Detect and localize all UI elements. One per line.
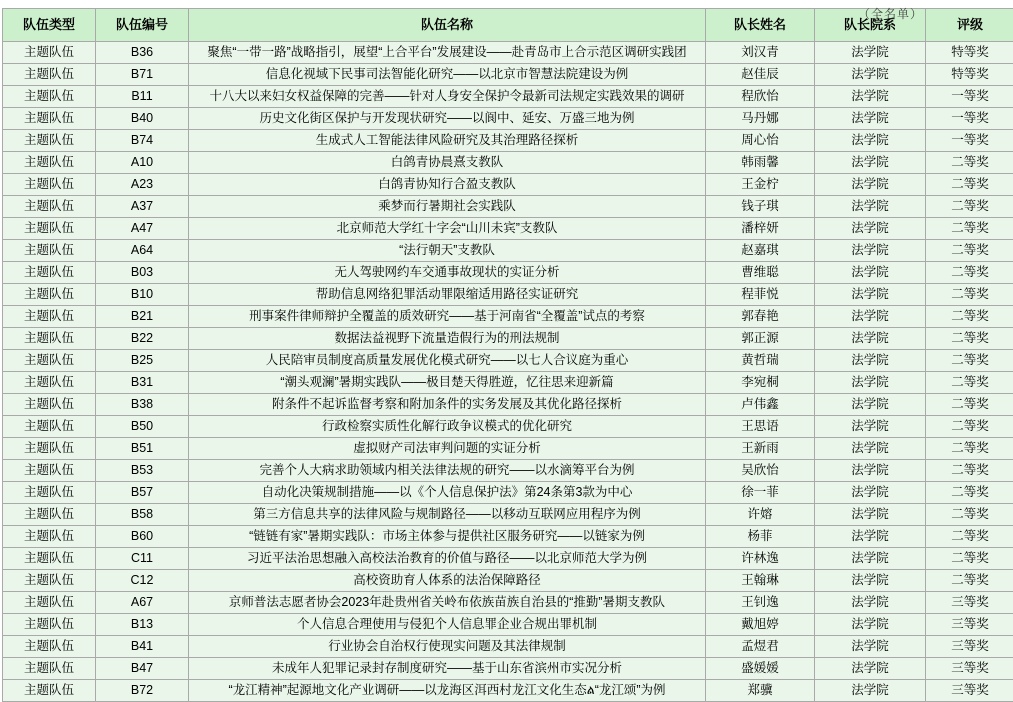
cell-grade: 一等奖 bbox=[926, 130, 1013, 152]
cell-leader-dept: 法学院 bbox=[815, 350, 926, 372]
cell-grade: 二等奖 bbox=[926, 504, 1013, 526]
cell-grade: 二等奖 bbox=[926, 262, 1013, 284]
cell-leader-dept: 法学院 bbox=[815, 372, 926, 394]
cell-leader-name: 杨菲 bbox=[706, 526, 815, 548]
table-row bbox=[3, 460, 1013, 482]
cell-leader-name: 王思语 bbox=[706, 416, 815, 438]
table-row bbox=[3, 526, 1013, 548]
column-header-team-code: 队伍编号 bbox=[96, 9, 189, 42]
cell-team-type: 主题队伍 bbox=[3, 636, 96, 658]
column-header-team-type: 队伍类型 bbox=[3, 9, 96, 42]
cell-leader-name: 黄哲瑞 bbox=[706, 350, 815, 372]
cell-team-code: B38 bbox=[96, 394, 189, 416]
cell-team-code: B60 bbox=[96, 526, 189, 548]
cell-team-type: 主题队伍 bbox=[3, 504, 96, 526]
cell-grade: 二等奖 bbox=[926, 416, 1013, 438]
cell-grade: 三等奖 bbox=[926, 636, 1013, 658]
column-header-grade: 评级 bbox=[926, 9, 1013, 42]
cell-grade: 二等奖 bbox=[926, 240, 1013, 262]
table-row bbox=[3, 218, 1013, 240]
cell-leader-name: 钱子琪 bbox=[706, 196, 815, 218]
cell-leader-dept: 法学院 bbox=[815, 592, 926, 614]
table-row bbox=[3, 636, 1013, 658]
cell-team-code: B25 bbox=[96, 350, 189, 372]
cell-grade: 二等奖 bbox=[926, 438, 1013, 460]
table-row bbox=[3, 570, 1013, 592]
cell-grade: 二等奖 bbox=[926, 306, 1013, 328]
cell-leader-dept: 法学院 bbox=[815, 174, 926, 196]
cell-team-code: B58 bbox=[96, 504, 189, 526]
cell-grade: 二等奖 bbox=[926, 372, 1013, 394]
cell-leader-dept: 法学院 bbox=[815, 636, 926, 658]
cell-grade: 三等奖 bbox=[926, 614, 1013, 636]
cell-team-type: 主题队伍 bbox=[3, 86, 96, 108]
cell-grade: 二等奖 bbox=[926, 460, 1013, 482]
cell-leader-name: 孟煜君 bbox=[706, 636, 815, 658]
cell-team-name: 虚拟财产司法审判问题的实证分析 bbox=[189, 438, 706, 460]
table-row bbox=[3, 614, 1013, 636]
cell-team-code: B21 bbox=[96, 306, 189, 328]
cell-leader-name: 韩雨馨 bbox=[706, 152, 815, 174]
cell-team-code: A10 bbox=[96, 152, 189, 174]
cell-leader-name: 赵佳辰 bbox=[706, 64, 815, 86]
cell-team-type: 主题队伍 bbox=[3, 438, 96, 460]
cell-team-name: 习近平法治思想融入高校法治教育的价值与路径——以北京师范大学为例 bbox=[189, 548, 706, 570]
cell-grade: 特等奖 bbox=[926, 42, 1013, 64]
cell-team-code: C12 bbox=[96, 570, 189, 592]
cell-grade: 二等奖 bbox=[926, 196, 1013, 218]
table-row bbox=[3, 108, 1013, 130]
cell-leader-dept: 法学院 bbox=[815, 416, 926, 438]
cell-leader-name: 王新雨 bbox=[706, 438, 815, 460]
cell-team-name: 数据法益视野下流量造假行为的刑法规制 bbox=[189, 328, 706, 350]
cell-grade: 二等奖 bbox=[926, 350, 1013, 372]
cell-leader-name: 徐一菲 bbox=[706, 482, 815, 504]
cell-leader-dept: 法学院 bbox=[815, 680, 926, 702]
cell-leader-name: 赵嘉琪 bbox=[706, 240, 815, 262]
table-row bbox=[3, 438, 1013, 460]
cell-leader-name: 王金柠 bbox=[706, 174, 815, 196]
cell-leader-name: 盛媛媛 bbox=[706, 658, 815, 680]
cell-leader-dept: 法学院 bbox=[815, 460, 926, 482]
cell-team-type: 主题队伍 bbox=[3, 526, 96, 548]
cell-team-name: 完善个人大病求助领域内相关法律法规的研究——以水滴筹平台为例 bbox=[189, 460, 706, 482]
table-row bbox=[3, 174, 1013, 196]
cell-team-type: 主题队伍 bbox=[3, 152, 96, 174]
cell-leader-name: 郭春艳 bbox=[706, 306, 815, 328]
cell-grade: 三等奖 bbox=[926, 658, 1013, 680]
table-row bbox=[3, 42, 1013, 64]
cell-leader-name: 刘汉青 bbox=[706, 42, 815, 64]
cell-leader-dept: 法学院 bbox=[815, 548, 926, 570]
table-row bbox=[3, 350, 1013, 372]
table-row bbox=[3, 548, 1013, 570]
cell-leader-name: 马丹娜 bbox=[706, 108, 815, 130]
cell-grade: 二等奖 bbox=[926, 152, 1013, 174]
corner-note: （全名单） bbox=[858, 5, 923, 22]
table-row bbox=[3, 394, 1013, 416]
cell-team-code: B10 bbox=[96, 284, 189, 306]
cell-team-code: B53 bbox=[96, 460, 189, 482]
cell-team-type: 主题队伍 bbox=[3, 614, 96, 636]
cell-team-name: 聚焦“一带一路”战略指引，展望“上合平台”发展建设——赴青岛市上合示范区调研实践团 bbox=[189, 42, 706, 64]
cell-leader-dept: 法学院 bbox=[815, 42, 926, 64]
cell-team-name: 高校资助育人体系的法治保障路径 bbox=[189, 570, 706, 592]
cell-team-code: B31 bbox=[96, 372, 189, 394]
cell-grade: 特等奖 bbox=[926, 64, 1013, 86]
cell-grade: 一等奖 bbox=[926, 86, 1013, 108]
cell-leader-name: 戴旭婷 bbox=[706, 614, 815, 636]
table-row bbox=[3, 482, 1013, 504]
cell-leader-name: 郭正源 bbox=[706, 328, 815, 350]
cell-team-name: “龙江精神”起源地文化产业调研——以龙海区洱西村龙江文化生态ል“龙江颂”为例 bbox=[189, 680, 706, 702]
cell-leader-name: 卢伟鑫 bbox=[706, 394, 815, 416]
cell-team-name: “链链有家”暑期实践队：市场主体参与提供社区服务研究——以链家为例 bbox=[189, 526, 706, 548]
table-row bbox=[3, 196, 1013, 218]
cell-leader-dept: 法学院 bbox=[815, 504, 926, 526]
cell-team-name: 行政检察实质性化解行政争议模式的优化研究 bbox=[189, 416, 706, 438]
table-row bbox=[3, 240, 1013, 262]
cell-leader-dept: 法学院 bbox=[815, 218, 926, 240]
cell-grade: 三等奖 bbox=[926, 680, 1013, 702]
cell-team-code: B11 bbox=[96, 86, 189, 108]
cell-team-name: “法行朝天”支教队 bbox=[189, 240, 706, 262]
cell-team-type: 主题队伍 bbox=[3, 240, 96, 262]
cell-team-code: A37 bbox=[96, 196, 189, 218]
cell-team-name: 自动化决策规制措施——以《个人信息保护法》第24条第3款为中心 bbox=[189, 482, 706, 504]
cell-team-name: “潮头观澜”暑期实践队——极目楚天得胜遊，忆往思来迎新篇 bbox=[189, 372, 706, 394]
cell-leader-dept: 法学院 bbox=[815, 262, 926, 284]
cell-leader-dept: 法学院 bbox=[815, 394, 926, 416]
cell-team-type: 主题队伍 bbox=[3, 218, 96, 240]
cell-team-type: 主题队伍 bbox=[3, 592, 96, 614]
cell-leader-dept: 法学院 bbox=[815, 240, 926, 262]
cell-leader-dept: 法学院 bbox=[815, 284, 926, 306]
cell-team-type: 主题队伍 bbox=[3, 108, 96, 130]
cell-team-name: 未成年人犯罪记录封存制度研究——基于山东省滨州市实况分析 bbox=[189, 658, 706, 680]
cell-team-code: A67 bbox=[96, 592, 189, 614]
table-row bbox=[3, 680, 1013, 702]
cell-team-code: B71 bbox=[96, 64, 189, 86]
cell-grade: 二等奖 bbox=[926, 284, 1013, 306]
cell-team-code: B36 bbox=[96, 42, 189, 64]
table-row bbox=[3, 130, 1013, 152]
table-row bbox=[3, 372, 1013, 394]
cell-leader-name: 王翰琳 bbox=[706, 570, 815, 592]
cell-team-name: 白鸽青协晨熹支教队 bbox=[189, 152, 706, 174]
cell-team-code: B72 bbox=[96, 680, 189, 702]
cell-grade: 二等奖 bbox=[926, 482, 1013, 504]
cell-team-code: B74 bbox=[96, 130, 189, 152]
cell-team-type: 主题队伍 bbox=[3, 174, 96, 196]
cell-leader-name: 李宛桐 bbox=[706, 372, 815, 394]
cell-grade: 二等奖 bbox=[926, 526, 1013, 548]
cell-team-name: 北京师范大学红十字会“山川未宾”支教队 bbox=[189, 218, 706, 240]
cell-team-code: B47 bbox=[96, 658, 189, 680]
cell-team-name: 帮助信息网络犯罪活动罪限缩适用路径实证研究 bbox=[189, 284, 706, 306]
cell-team-type: 主题队伍 bbox=[3, 196, 96, 218]
column-header-leader-name: 队长姓名 bbox=[706, 9, 815, 42]
table-row bbox=[3, 504, 1013, 526]
cell-team-name: 附条件不起诉监督考察和附加条件的实务发展及其优化路径探析 bbox=[189, 394, 706, 416]
cell-grade: 二等奖 bbox=[926, 570, 1013, 592]
cell-grade: 二等奖 bbox=[926, 174, 1013, 196]
cell-team-type: 主题队伍 bbox=[3, 64, 96, 86]
cell-team-type: 主题队伍 bbox=[3, 680, 96, 702]
cell-leader-dept: 法学院 bbox=[815, 86, 926, 108]
cell-team-name: 行业协会自治权行使现实问题及其法律规制 bbox=[189, 636, 706, 658]
cell-team-type: 主题队伍 bbox=[3, 460, 96, 482]
table-row bbox=[3, 152, 1013, 174]
table-row bbox=[3, 284, 1013, 306]
cell-team-code: A23 bbox=[96, 174, 189, 196]
cell-team-type: 主题队伍 bbox=[3, 130, 96, 152]
cell-team-code: B57 bbox=[96, 482, 189, 504]
cell-team-type: 主题队伍 bbox=[3, 416, 96, 438]
cell-team-name: 个人信息合理使用与侵犯个人信息罪企业合规出罪机制 bbox=[189, 614, 706, 636]
cell-team-code: A64 bbox=[96, 240, 189, 262]
table-body bbox=[3, 42, 1013, 702]
cell-leader-dept: 法学院 bbox=[815, 108, 926, 130]
cell-leader-dept: 法学院 bbox=[815, 130, 926, 152]
table-row bbox=[3, 262, 1013, 284]
cell-grade: 二等奖 bbox=[926, 394, 1013, 416]
cell-team-code: B50 bbox=[96, 416, 189, 438]
cell-leader-name: 周心怡 bbox=[706, 130, 815, 152]
cell-team-name: 乘梦而行暑期社会实践队 bbox=[189, 196, 706, 218]
cell-team-code: B03 bbox=[96, 262, 189, 284]
cell-leader-name: 吴欣怡 bbox=[706, 460, 815, 482]
cell-leader-dept: 法学院 bbox=[815, 328, 926, 350]
cell-grade: 三等奖 bbox=[926, 592, 1013, 614]
cell-team-name: 第三方信息共享的法律风险与规制路径——以移动互联网应用程序为例 bbox=[189, 504, 706, 526]
table-row bbox=[3, 64, 1013, 86]
cell-leader-name: 许嫆 bbox=[706, 504, 815, 526]
cell-team-name: 白鸽青协知行合盈支教队 bbox=[189, 174, 706, 196]
cell-leader-dept: 法学院 bbox=[815, 152, 926, 174]
cell-team-code: B41 bbox=[96, 636, 189, 658]
cell-team-type: 主题队伍 bbox=[3, 658, 96, 680]
cell-leader-name: 郑骥 bbox=[706, 680, 815, 702]
cell-leader-name: 程欣怡 bbox=[706, 86, 815, 108]
cell-team-type: 主题队伍 bbox=[3, 482, 96, 504]
cell-team-code: C11 bbox=[96, 548, 189, 570]
cell-leader-dept: 法学院 bbox=[815, 438, 926, 460]
table-row bbox=[3, 86, 1013, 108]
cell-team-name: 京师普法志愿者协会2023年赴贵州省关岭布依族苗族自治县的“推勤”暑期支教队 bbox=[189, 592, 706, 614]
table-row bbox=[3, 592, 1013, 614]
cell-team-type: 主题队伍 bbox=[3, 570, 96, 592]
cell-team-type: 主题队伍 bbox=[3, 262, 96, 284]
cell-leader-dept: 法学院 bbox=[815, 658, 926, 680]
cell-team-name: 十八大以来妇女权益保障的完善——针对人身安全保护令最新司法规定实践效果的调研 bbox=[189, 86, 706, 108]
cell-team-type: 主题队伍 bbox=[3, 372, 96, 394]
cell-leader-dept: 法学院 bbox=[815, 64, 926, 86]
award-table bbox=[2, 8, 1013, 702]
cell-grade: 二等奖 bbox=[926, 328, 1013, 350]
cell-team-name: 信息化视域下民事司法智能化研究——以北京市智慧法院建设为例 bbox=[189, 64, 706, 86]
cell-team-type: 主题队伍 bbox=[3, 394, 96, 416]
cell-team-name: 刑事案件律师辩护全覆盖的质效研究——基于河南省“全覆盖”试点的考察 bbox=[189, 306, 706, 328]
cell-team-code: A47 bbox=[96, 218, 189, 240]
cell-leader-dept: 法学院 bbox=[815, 526, 926, 548]
cell-leader-dept: 法学院 bbox=[815, 306, 926, 328]
cell-grade: 一等奖 bbox=[926, 108, 1013, 130]
cell-leader-dept: 法学院 bbox=[815, 614, 926, 636]
cell-team-type: 主题队伍 bbox=[3, 284, 96, 306]
table-row bbox=[3, 306, 1013, 328]
cell-leader-name: 王钊逸 bbox=[706, 592, 815, 614]
cell-team-type: 主题队伍 bbox=[3, 328, 96, 350]
table-row bbox=[3, 658, 1013, 680]
cell-team-code: B40 bbox=[96, 108, 189, 130]
cell-leader-name: 曹维聪 bbox=[706, 262, 815, 284]
cell-grade: 二等奖 bbox=[926, 548, 1013, 570]
cell-team-code: B22 bbox=[96, 328, 189, 350]
cell-team-code: B51 bbox=[96, 438, 189, 460]
cell-team-type: 主题队伍 bbox=[3, 42, 96, 64]
cell-team-code: B13 bbox=[96, 614, 189, 636]
cell-leader-dept: 法学院 bbox=[815, 570, 926, 592]
cell-leader-name: 程菲悦 bbox=[706, 284, 815, 306]
spreadsheet-sheet bbox=[0, 8, 1013, 612]
cell-team-name: 历史文化街区保护与开发现状研究——以阆中、延安、万盛三地为例 bbox=[189, 108, 706, 130]
cell-team-type: 主题队伍 bbox=[3, 548, 96, 570]
cell-team-name: 生成式人工智能法律风险研究及其治理路径探析 bbox=[189, 130, 706, 152]
column-header-leader-dept: 队长院系 bbox=[815, 9, 926, 42]
table-row bbox=[3, 328, 1013, 350]
cell-leader-dept: 法学院 bbox=[815, 482, 926, 504]
cell-leader-name: 许林逸 bbox=[706, 548, 815, 570]
cell-leader-dept: 法学院 bbox=[815, 196, 926, 218]
column-header-team-name: 队伍名称 bbox=[189, 9, 706, 42]
cell-team-name: 人民陪审员制度高质量发展优化模式研究——以七人合议庭为重心 bbox=[189, 350, 706, 372]
cell-leader-name: 潘梓妍 bbox=[706, 218, 815, 240]
cell-team-type: 主题队伍 bbox=[3, 350, 96, 372]
cell-team-name: 无人驾驶网约车交通事故现状的实证分析 bbox=[189, 262, 706, 284]
cell-grade: 二等奖 bbox=[926, 218, 1013, 240]
table-row bbox=[3, 416, 1013, 438]
cell-team-type: 主题队伍 bbox=[3, 306, 96, 328]
